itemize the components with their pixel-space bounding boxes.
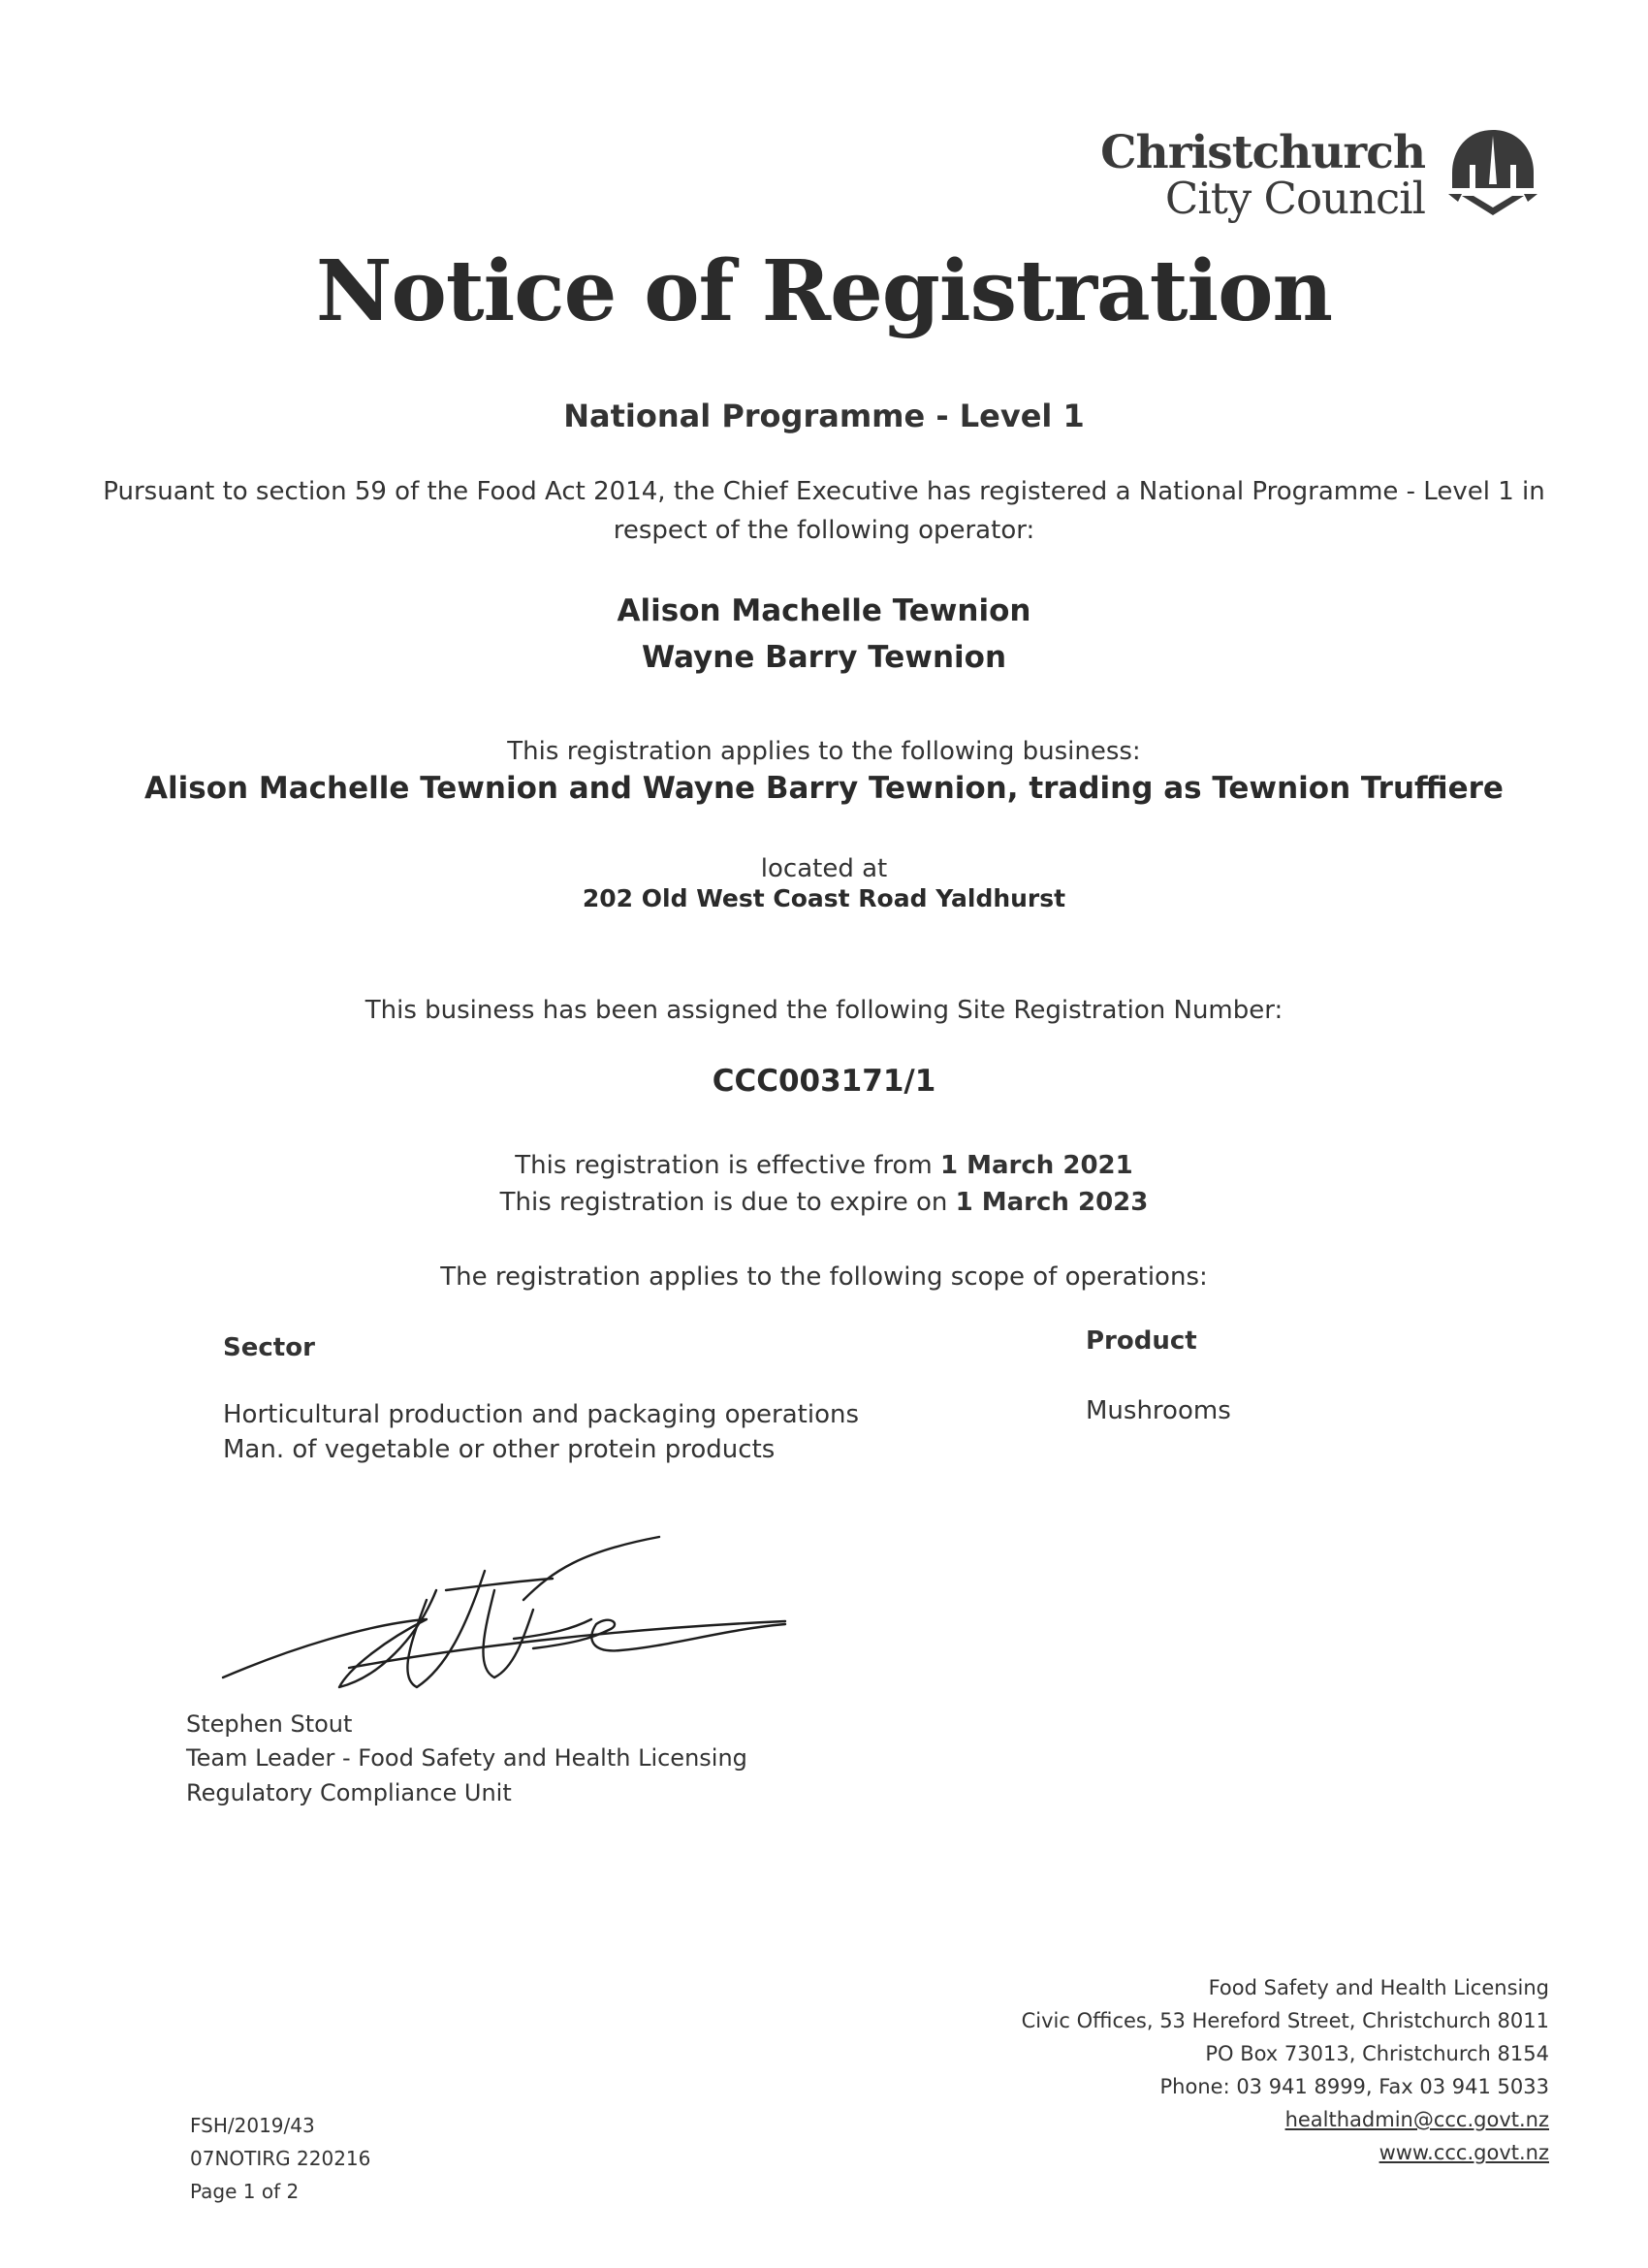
contact-email-link[interactable]: healthadmin@ccc.govt.nz [1284, 2108, 1549, 2131]
page-number: Page 1 of 2 [190, 2180, 300, 2203]
council-logo [1100, 124, 1541, 231]
contact-department: Food Safety and Health Licensing [1208, 1976, 1549, 1999]
handwritten-signature [204, 1532, 805, 1707]
scope-statement: The registration applies to the following scope of operations: [440, 1262, 1208, 1292]
product-item: Mushrooms [1086, 1396, 1231, 1425]
applies-statement: This registration applies to the following business: [507, 737, 1141, 766]
expiry-date: 1 March 2023 [955, 1188, 1149, 1217]
effective-date-line [0, 1146, 1648, 1185]
pursuant-statement [0, 472, 1648, 550]
effective-date: 1 March 2021 [940, 1151, 1133, 1180]
signatory-name: Stephen Stout [186, 1710, 353, 1738]
operator-name: Wayne Barry Tewnion [641, 640, 1007, 675]
operator-name: Alison Machelle Tewnion [617, 593, 1031, 628]
contact-po-box: PO Box 73013, Christchurch 8154 [1205, 2042, 1549, 2065]
product-heading: Product [1086, 1326, 1197, 1356]
contact-website-link[interactable]: www.ccc.govt.nz [1379, 2141, 1549, 2164]
document-code: 07NOTIRG 220216 [190, 2147, 371, 2170]
signatory-unit: Regulatory Compliance Unit [186, 1779, 512, 1806]
expiry-prefix: This registration is due to expire on [499, 1188, 956, 1217]
document-title: Notice of Registration [315, 242, 1333, 340]
pursuant-line: respect of the following operator: [613, 516, 1035, 545]
sector-item: Man. of vegetable or other protein products [223, 1435, 776, 1464]
sector-item: Horticultural production and packaging operations [223, 1400, 860, 1429]
business-address: 202 Old West Coast Road Yaldhurst [582, 884, 1066, 912]
contact-address: Civic Offices, 53 Hereford Street, Christchurch 8011 [1021, 2009, 1549, 2032]
assigned-statement: This business has been assigned the following Site Registration Number: [364, 996, 1284, 1025]
logo-line-city-council: City Council [1164, 173, 1425, 224]
located-label: located at [760, 854, 888, 883]
sector-heading: Sector [223, 1333, 315, 1362]
expiry-date-line [0, 1183, 1648, 1222]
cathedral-emblem-icon [1444, 126, 1541, 223]
contact-phone: Phone: 03 941 8999, Fax 03 941 5033 [1159, 2075, 1549, 2098]
effective-prefix: This registration is effective from [515, 1151, 940, 1180]
logo-line-christchurch: Christchurch [1100, 126, 1425, 179]
form-code: FSH/2019/43 [190, 2114, 315, 2137]
pursuant-line: Pursuant to section 59 of the Food Act 2014, the Chief Executive has registered a National Programme - Level 1 in [103, 477, 1545, 506]
programme-subtitle: National Programme - Level 1 [563, 398, 1085, 434]
business-name: Alison Machelle Tewnion and Wayne Barry Tewnion, trading as Tewnion Truffiere [144, 771, 1504, 806]
signatory-role: Team Leader - Food Safety and Health Licensing [186, 1744, 747, 1772]
site-registration-number: CCC003171/1 [712, 1064, 936, 1099]
